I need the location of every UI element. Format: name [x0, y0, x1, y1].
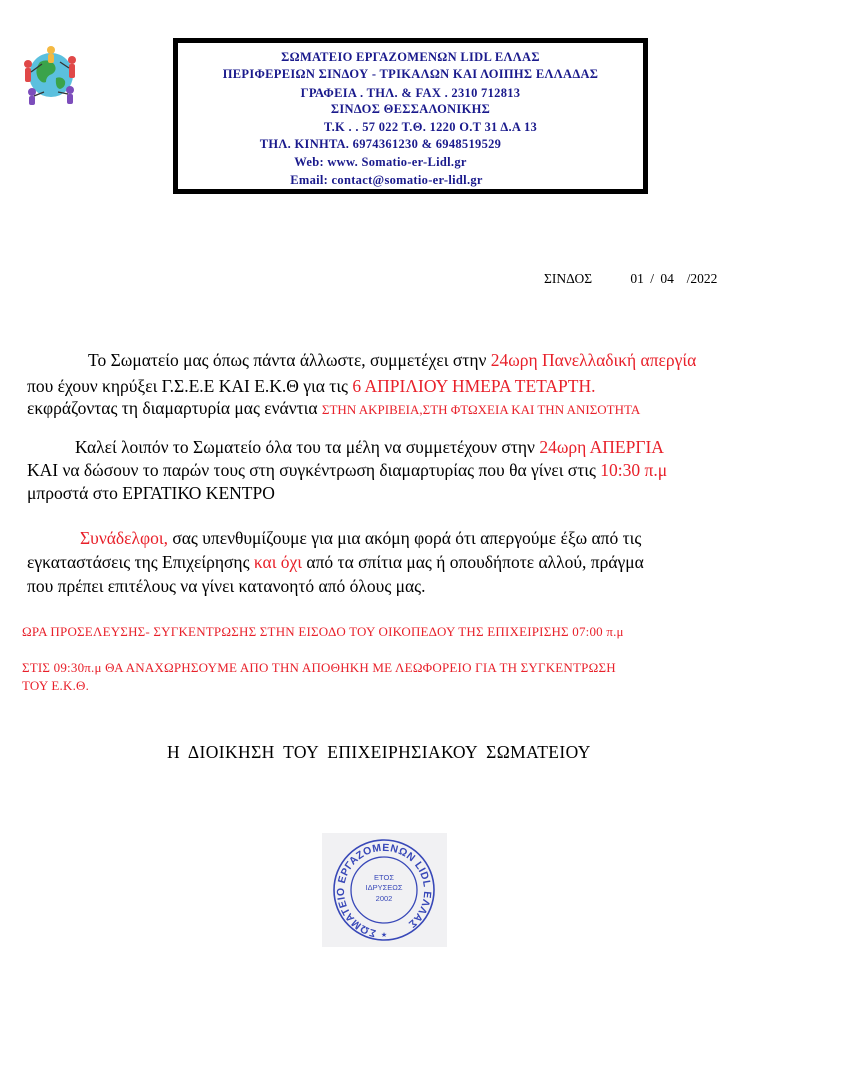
p2-line1 [75, 436, 664, 458]
p3-line2-highlight: και όχι [253, 552, 303, 572]
place-date: ΣΙΝΔΟΣ 01 / 04 /2022 [544, 271, 718, 286]
svg-text:2002: 2002 [375, 894, 393, 903]
svg-text:ΙΔΡΥΣΕΩΣ: ΙΔΡΥΣΕΩΣ [365, 883, 403, 892]
p1-line3-highlight: ΣΤΗΝ ΑΚΡΙΒΕΙΑ,ΣΤΗ ΦΤΩΧΕΙΑ ΚΑΙ ΤΗΝ ΑΝΙΣΟΤΗΤΑ [321, 402, 641, 417]
notice-arrival-time: ΩΡΑ ΠΡΟΣΕΛΕΥΣΗΣ- ΣΥΓΚΕΝΤΡΩΣΗΣ ΣΤΗΝ ΕΙΣΟΔΟ ΤΟΥ ΟΙΚΟΠΕΔΟΥ ΤΗΣ ΕΠΙΧΕΙΡΙΣΗΣ 07:00 π.μ [22, 624, 624, 639]
header-location: ΣΙΝΔΟΣ ΘΕΣΣΑΛΟΝΙΚΗΣ [330, 102, 491, 116]
header-office-phone: ΓΡΑΦΕΙΑ . ΤΗΛ. & FAX . 2310 712813 [300, 86, 521, 100]
p2-line1-highlight: 24ωρη ΑΠΕΡΓΙΑ [539, 437, 664, 457]
p2-line2-highlight: 10:30 π.μ [600, 460, 668, 480]
header-postal: Τ.Κ . . 57 022 Τ.Θ. 1220 Ο.Τ 31 Δ.Α 13 [323, 120, 538, 134]
p1-line1-highlight: 24ωρη Πανελλαδική απεργία [490, 350, 697, 370]
p2-line3: μπροστά στο ΕΡΓΑΤΙΚΟ ΚΕΝΤΡΟ [27, 483, 275, 503]
header-web: Web: www. Somatio-er-Lidl.gr [294, 155, 467, 169]
notice-departure-line2: ΤΟΥ Ε.Κ.Θ. [22, 678, 90, 693]
p1-line3 [27, 397, 640, 421]
union-logo [18, 44, 84, 106]
svg-text:★: ★ [380, 931, 388, 939]
p3-line2-text-end: από τα σπίτια μας ή οπουδήποτε αλλού, πράγμα [302, 552, 644, 572]
union-seal-stamp [322, 833, 447, 947]
header-regions: ΠΕΡΙΦΕΡΕΙΩΝ ΣΙΝΔΟΥ - ΤΡΙΚΑΛΩΝ ΚΑΙ ΛΟΙΠΗΣ ΕΛΛΑΔΑΣ [222, 67, 599, 81]
p3-line1 [80, 527, 641, 549]
header-union-name: ΣΩΜΑΤΕΙΟ ΕΡΓΑΖΟΜΕΝΩΝ LIDL ΕΛΛΑΣ [281, 50, 540, 64]
p3-line1-text: σας υπενθυμίζουμε για μια ακόμη φορά ότι απεργούμε έξω από τις [167, 528, 642, 548]
p2-line1-text: Καλεί λοιπόν το Σωματείο όλα του τα μέλη να συμμετέχουν στην [75, 437, 540, 457]
svg-text:ΕΤΟΣ: ΕΤΟΣ [374, 873, 394, 882]
p1-line3-text: εκφράζοντας τη διαμαρτυρία μας ενάντια [27, 398, 322, 418]
p2-line2 [27, 459, 667, 481]
p3-line2-text: εγκαταστάσεις της Επιχείρησης [27, 552, 254, 572]
p3-line1-highlight: Συνάδελφοι, [80, 528, 168, 548]
p1-line2-text: που έχουν κηρύξει Γ.Σ.Ε.Ε ΚΑΙ Ε.Κ.Θ για τις [27, 376, 353, 396]
p2-line2-text: ΚΑΙ να δώσουν το παρών τους στη συγκέντρωση διαμαρτυρίας που θα γίνει στις [27, 460, 601, 480]
letterhead-box [173, 38, 648, 194]
p1-line2-highlight: 6 ΑΠΡΙΛΙΟΥ ΗΜΕΡΑ ΤΕΤΑΡΤΗ. [352, 376, 596, 396]
p1-line1 [88, 349, 696, 371]
signature-board: Η ΔΙΟΙΚΗΣΗ ΤΟΥ ΕΠΙΧΕΙΡΗΣΙΑΚΟΥ ΣΩΜΑΤΕΙΟΥ [167, 742, 591, 762]
p1-line2 [27, 375, 596, 397]
header-mobiles: ΤΗΛ. ΚΙΝΗΤΑ. 6974361230 & 6948519529 [259, 137, 502, 151]
p3-line3: που πρέπει επιτέλους να γίνει κατανοητό από όλους μας. [27, 576, 426, 596]
header-email: Email: contact@somatio-er-lidl.gr [290, 173, 483, 187]
notice-departure-line1: ΣΤΙΣ 09:30π.μ ΘΑ ΑΝΑΧΩΡΗΣΟΥΜΕ ΑΠΟ ΤΗΝ ΑΠΟΘΗΚΗ ΜΕ ΛΕΩΦΟΡΕΙΟ ΓΙΑ ΤΗ ΣΥΓΚΕΝΤΡΩΣΗ [22, 660, 616, 675]
svg-text:ΣΩΜΑΤΕΙΟ ΕΡΓΑΖΟΜΕΝΩΝ LIDL ΕΛΛΑ: ΣΩΜΑΤΕΙΟ ΕΡΓΑΖΟΜΕΝΩΝ LIDL ΕΛΛΑΣ [334, 841, 434, 940]
p1-line1-text: Το Σωματείο μας όπως πάντα άλλωστε, συμμετέχει στην [88, 350, 491, 370]
p3-line2 [27, 551, 644, 573]
